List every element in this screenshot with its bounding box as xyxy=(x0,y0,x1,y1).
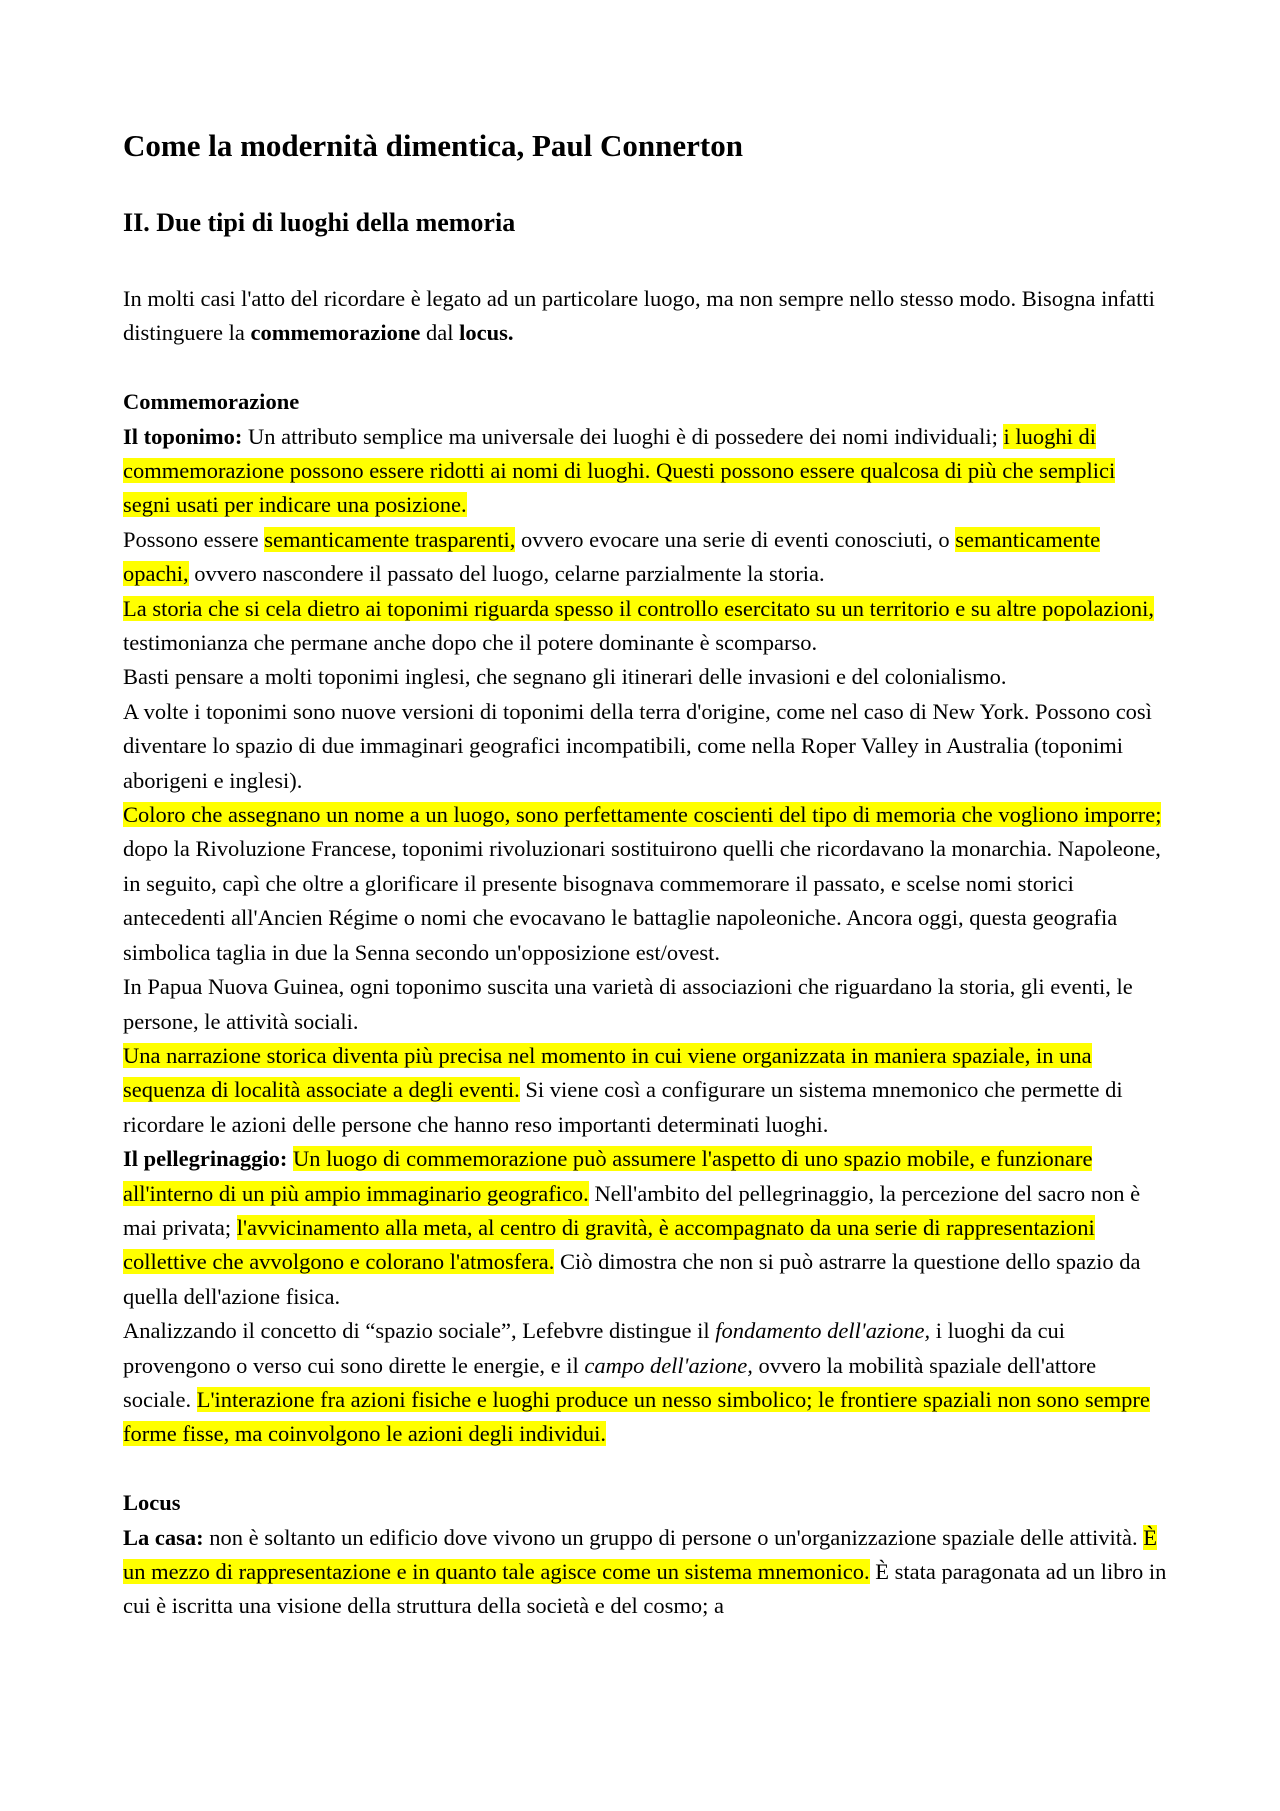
text-span: Possono essere xyxy=(123,526,265,552)
text-span: Analizzando il concetto di “spazio sociale”, Lefebvre distingue il xyxy=(123,1318,716,1344)
label-pellegrinaggio: Il pellegrinaggio: xyxy=(123,1146,288,1172)
text-span: i luoghi da cui provengono o verso cui sono dirette le energie, e il xyxy=(123,1318,1066,1378)
paragraph-lefebvre xyxy=(123,1314,1168,1452)
paragraph-casa xyxy=(123,1521,1168,1624)
highlight-span: semanticamente opachi, xyxy=(123,526,1101,587)
document-title: Come la modernità dimentica, Paul Connerton xyxy=(123,128,743,163)
paragraph-toponimo xyxy=(123,420,1168,523)
paragraph-papua: In Papua Nuova Guinea, ogni toponimo suscita una varietà di associazioni che riguardano la storia, gli eventi, le persone, le attività sociali. xyxy=(123,974,1133,1034)
text-span: ovvero la mobilità spaziale dell'attore sociale. xyxy=(123,1352,1097,1412)
italic-campo: campo dell'azione, xyxy=(584,1352,753,1378)
intro-bold-locus: locus. xyxy=(459,320,514,346)
paragraph-narrazione xyxy=(123,1039,1168,1142)
intro-paragraph xyxy=(123,282,1168,351)
paragraph-trasparenti xyxy=(123,523,1168,592)
intro-bold-commemorazione: commemorazione xyxy=(250,320,421,346)
section-heading-commemorazione: Commemorazione xyxy=(123,389,300,415)
text-span: non è soltanto un edificio dove vivono un gruppo di persone o un'organizzazione spaziale delle attività. xyxy=(203,1524,1144,1550)
highlight-span: È un mezzo di rappresentazione e in quanto tale agisce come un sistema mnemonico. xyxy=(123,1524,1158,1584)
text-span: ovvero evocare una serie di eventi conosciuti, o xyxy=(515,526,956,552)
text-span: dopo la Rivoluzione Francese, toponimi rivoluzionari sostituirono quelli che ricordavano la monarchia. Napoleone, in seguito, capì che oltre a glorificare il presente bisognava commemorare il passato, e scelse nomi storici antecedenti all'Ancien Régime o nomi che evocavano le battaglie napoleoniche. Ancora oggi, questa geografia simbolica taglia in due la Senna secondo un'opposizione est/ovest. xyxy=(123,836,1161,965)
paragraph-controllo xyxy=(123,592,1168,661)
chapter-heading: II. Due tipi di luoghi della memoria xyxy=(123,208,516,237)
highlight-span: i luoghi di commemorazione possono essere ridotti ai nomi di luoghi. Questi possono essere qualcosa di più che semplici segni usati per indicare una posizione. xyxy=(123,423,1116,518)
text-span: testimonianza che permane anche dopo che il potere dominante è scomparso. xyxy=(123,630,818,656)
document-body xyxy=(123,126,1168,1624)
text-span: ovvero nascondere il passato del luogo, celarne parzialmente la storia. xyxy=(188,561,825,587)
text-span: Si viene così a configurare un sistema mnemonico che permette di ricordare le azioni delle persone che hanno reso importanti determinati luoghi. xyxy=(123,1077,1123,1137)
highlight-span: Una narrazione storica diventa più precisa nel momento in cui viene organizzata in maniera spaziale, in una sequenza di località associate a degli eventi. xyxy=(123,1042,1092,1103)
highlight-span: semanticamente trasparenti, xyxy=(264,526,516,552)
highlight-span: Un luogo di commemorazione può assumere l'aspetto di uno spazio mobile, e funzionare all'interno di un più ampio immaginario geografico. xyxy=(123,1146,1093,1206)
paragraph-assegnano xyxy=(123,798,1168,970)
intro-text-2: dal xyxy=(420,320,460,346)
highlight-span: l'avvicinamento alla meta, al centro di gravità, è accompagnato da una serie di rappresentazioni collettive che avvolgono e colorano l'atmosfera. xyxy=(123,1214,1095,1275)
text-span: Un attributo semplice ma universale dei luoghi è di possedere dei nomi individuali; xyxy=(242,423,1004,449)
section-heading-locus: Locus xyxy=(123,1490,181,1516)
text-span: È stata paragonata ad un libro in cui è iscritta una visione della struttura della società e del cosmo; a xyxy=(123,1559,1167,1619)
italic-fondamento: fondamento dell'azione, xyxy=(715,1318,931,1344)
highlight-span: La storia che si cela dietro ai toponimi riguarda spesso il controllo esercitato su un territorio e su altre popolazioni, xyxy=(123,595,1154,621)
text-span: Ciò dimostra che non si può astrarre la questione dello spazio da quella dell'azione fisica. xyxy=(123,1249,1141,1309)
label-casa: La casa: xyxy=(123,1524,204,1550)
highlight-span: Coloro che assegnano un nome a un luogo, sono perfettamente coscienti del tipo di memoria che vogliono imporre; xyxy=(123,802,1162,828)
paragraph-pellegrinaggio xyxy=(123,1142,1168,1314)
highlight-span: L'interazione fra azioni fisiche e luoghi produce un nesso simbolico; le frontiere spaziali non sono sempre forme fisse, ma coinvolgono le azioni degli individui. xyxy=(123,1386,1150,1447)
paragraph-new-york: A volte i toponimi sono nuove versioni di toponimi della terra d'origine, come nel caso di New York. Possono così diventare lo spazio di due immaginari geografici incompatibili, come nella Roper Valley in Australia (toponimi aborigeni e inglesi). xyxy=(123,698,1152,793)
intro-text-1: In molti casi l'atto del ricordare è legato ad un particolare luogo, ma non sempre nello stesso modo. Bisogna infatti distinguere la xyxy=(123,286,1155,346)
label-toponimo: Il toponimo: xyxy=(123,423,243,449)
paragraph-inglesi: Basti pensare a molti toponimi inglesi, che segnano gli itinerari delle invasioni e del colonialismo. xyxy=(123,664,1007,690)
text-span: Nell'ambito del pellegrinaggio, la percezione del sacro non è mai privata; xyxy=(123,1180,1141,1240)
